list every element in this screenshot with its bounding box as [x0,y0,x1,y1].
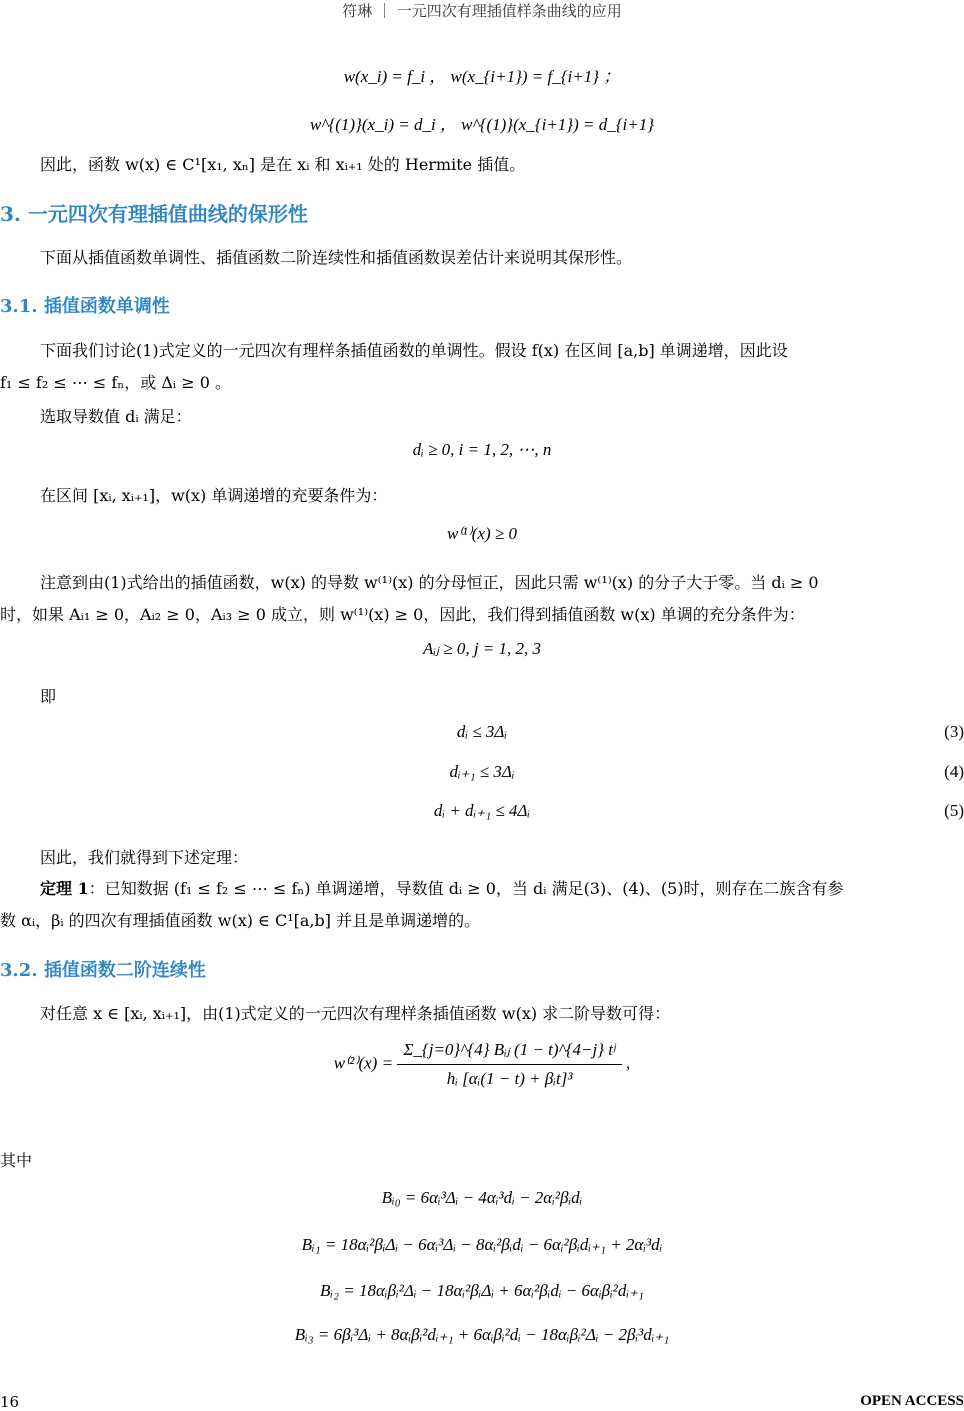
paragraph-intro: 下面从插值函数单调性、插值函数二阶连续性和插值函数误差估计来说明其保形性。 [40,248,633,267]
equation-b0: Bᵢ₀ = 6αᵢ³Δᵢ − 4αᵢ³dᵢ − 2αᵢ²βᵢdᵢ [381,1188,583,1207]
equation-conditions-2: w^{(1)}(x_i) = d_i ， w^{(1)}(x_{i+1}) = d_{i+1} [309,115,655,134]
equation-aij: Aᵢⱼ ≥ 0, j = 1, 2, 3 [422,639,542,658]
paragraph-interval: 在区间 [xᵢ, xᵢ₊₁]，w(x) 单调递增的充要条件为： [40,486,388,505]
equation-3: dᵢ ≤ 3Δᵢ [456,722,508,741]
section-3-2-heading: 3.2. 插值函数二阶连续性 [0,960,206,981]
open-access-label: OPEN ACCESS [860,1393,964,1409]
section-3-heading: 3. 一元四次有理插值曲线的保形性 [0,202,308,226]
paragraph-note-line2: 时，如果 Aᵢ₁ ≥ 0，Aᵢ₂ ≥ 0，Aᵢ₃ ≥ 0 成立，则 w⁽¹⁾(x) ≥ 0，因此，我们得到插值函数 w(x) 单调的充分条件为： [0,605,805,624]
equation-w2-fraction [397,1040,621,1089]
paragraph-monotonic-line2: f₁ ≤ f₂ ≤ ⋯ ≤ fₙ，或 Δᵢ ≥ 0 。 [0,373,231,392]
running-header: 符琳 ｜ 一元四次有理插值样条曲线的应用 [342,2,622,20]
equation-4: dᵢ₊₁ ≤ 3Δᵢ [449,762,515,781]
paragraph-where: 其中 [0,1151,33,1170]
paragraph-select: 选取导数值 dᵢ 满足： [40,407,192,426]
equation-w2-denominator: hᵢ [αᵢ(1 − t) + βᵢt]³ [446,1069,573,1088]
equation-w2-lhs: w⁽²⁾(x) = [333,1053,394,1073]
equation-5-number: (5) [944,801,964,820]
equation-b3: Bᵢ₃ = 6βᵢ³Δᵢ + 8αᵢβᵢ²dᵢ₊₁ + 6αᵢβᵢ²dᵢ − 18αᵢβᵢ²Δᵢ − 2βᵢ³dᵢ₊₁ [294,1325,670,1344]
equation-w2-numerator: Σ_{j=0}^{4} Bᵢⱼ (1 − t)^{4−j} tʲ [397,1040,621,1065]
paragraph-monotonic-line1: 下面我们讨论(1)式定义的一元四次有理样条插值函数的单调性。假设 f(x) 在区间 [a,b] 单调递增，因此设 [40,341,788,360]
equation-3-number: (3) [944,722,964,741]
equation-b2: Bᵢ₂ = 18αᵢβᵢ²Δᵢ − 18αᵢ²βᵢΔᵢ + 6αᵢ²βᵢdᵢ − 6αᵢβᵢ²dᵢ₊₁ [320,1281,644,1300]
equation-di: dᵢ ≥ 0, i = 1, 2, ⋯, n [412,440,552,459]
paragraph-hermite: 因此，函数 w(x) ∈ C¹[x₁, xₙ] 是在 xᵢ 和 xᵢ₊₁ 处的 Hermite 插值。 [40,155,526,174]
page-number: 16 [0,1393,20,1411]
section-3-1-heading: 3.1. 插值函数单调性 [0,296,170,317]
equation-b1: Bᵢ₁ = 18αᵢ²βᵢΔᵢ − 6αᵢ³Δᵢ − 8αᵢ²βᵢdᵢ − 6αᵢ²βᵢdᵢ₊₁ + 2αᵢ³dᵢ [301,1235,663,1254]
theorem-line2: 数 αᵢ，βᵢ 的四次有理插值函数 w(x) ∈ C¹[a,b] 并且是单调递增的。 [0,911,481,930]
paragraph-ji: 即 [40,687,57,706]
theorem-label: 定理 1 [40,879,89,898]
theorem-line1 [40,876,964,902]
paragraph-second-derivative: 对任意 x ∈ [xᵢ, xᵢ₊₁]，由(1)式定义的一元四次有理样条插值函数 w(x) 求二阶导数可得： [40,1004,671,1023]
equation-w1: w⁽¹⁾(x) ≥ 0 [447,524,517,543]
equation-5: dᵢ + dᵢ₊₁ ≤ 4Δᵢ [433,801,531,820]
equation-w2-tail: , [626,1053,631,1073]
equation-4-number: (4) [944,762,964,781]
theorem-text-1: ：已知数据 (f₁ ≤ f₂ ≤ ⋯ ≤ fₙ) 单调递增，导数值 dᵢ ≥ 0，当 dᵢ 满足(3)、(4)、(5)时，则存在二族含有参 [88,879,844,898]
equation-conditions-1: w(x_i) = f_i ， w(x_{i+1}) = f_{i+1} ； [343,67,621,86]
paragraph-note-line1: 注意到由(1)式给出的插值函数，w(x) 的导数 w⁽¹⁾(x) 的分母恒正，因此只需 w⁽¹⁾(x) 的分子大于零。当 dᵢ ≥ 0 [40,573,819,592]
equation-w2 [0,1040,964,1089]
paragraph-therefore: 因此，我们就得到下述定理： [40,848,249,867]
